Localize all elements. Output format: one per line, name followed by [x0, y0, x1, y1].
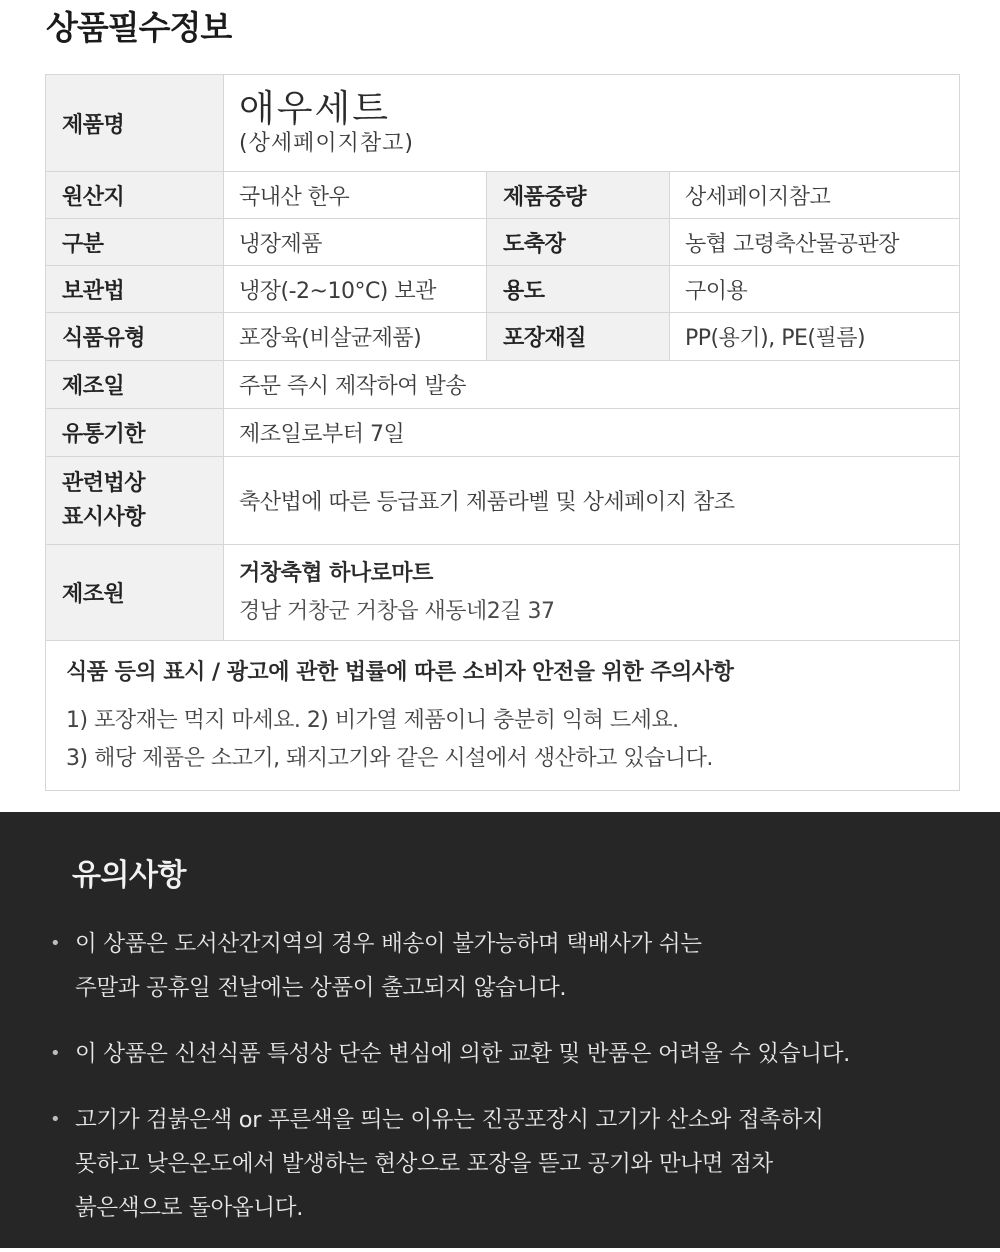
mfg-date-value: 주문 즉시 제작하여 발송	[224, 361, 960, 409]
expiry-label: 유통기한	[46, 409, 224, 457]
usage-label: 용도	[487, 266, 670, 313]
packaging-label: 포장재질	[487, 313, 670, 361]
caution-list	[50, 922, 950, 1252]
legal-label-line1: 관련법상	[62, 470, 146, 496]
mfg-date-label: 제조일	[46, 361, 224, 409]
notice-line-2: 3) 해당 제품은 소고기, 돼지고기와 같은 시설에서 생산하고 있습니다.	[66, 746, 713, 771]
page-title: 상품필수정보	[46, 8, 232, 47]
legal-value: 축산법에 따른 등급표기 제품라벨 및 상세페이지 참조	[224, 457, 960, 545]
weight-label: 제품중량	[487, 172, 670, 219]
product-info-table	[45, 74, 960, 791]
product-name: 애우세트	[239, 87, 390, 130]
legal-label-line2: 표시사항	[62, 504, 146, 530]
category-label: 구분	[46, 219, 224, 266]
maker-cell	[224, 545, 960, 641]
table-row	[46, 172, 960, 219]
bullet-icon: •	[50, 1109, 61, 1130]
maker-address: 경남 거창군 거창읍 새동네2길 37	[239, 598, 555, 624]
bullet-icon: •	[50, 1043, 61, 1064]
origin-label: 원산지	[46, 172, 224, 219]
food-type-label: 식품유형	[46, 313, 224, 361]
table-row	[46, 457, 960, 545]
table-row	[46, 361, 960, 409]
list-item	[50, 1098, 950, 1230]
legal-label	[46, 457, 224, 545]
table-row	[46, 75, 960, 172]
notice-line-1: 1) 포장재는 먹지 마세요. 2) 비가열 제품이니 충분히 익혀 드세요.	[66, 708, 679, 733]
caution-text: 이 상품은 신선식품 특성상 단순 변심에 의한 교환 및 반품은 어려울 수 있습니다.	[75, 1041, 850, 1067]
table-row	[46, 219, 960, 266]
maker-name: 거창축협 하나로마트	[239, 560, 433, 586]
expiry-value: 제조일로부터 7일	[224, 409, 960, 457]
notice-cell	[46, 641, 960, 791]
weight-value: 상세페이지참고	[670, 172, 960, 219]
maker-label: 제조원	[46, 545, 224, 641]
category-value: 냉장제품	[224, 219, 487, 266]
list-item	[50, 922, 950, 1010]
usage-value: 구이용	[670, 266, 960, 313]
food-type-value: 포장육(비살균제품)	[224, 313, 487, 361]
caution-title: 유의사항	[72, 858, 186, 893]
caution-text: 고기가 검붉은색 or 푸른색을 띄는 이유는 진공포장시 고기가 산소와 접촉하지 못하고 낮은온도에서 발생하는 현상으로 포장을 뜯고 공기와 만나면 점차 붉은색으로 돌아옵니다.	[75, 1107, 824, 1221]
storage-label: 보관법	[46, 266, 224, 313]
list-item	[50, 1032, 950, 1076]
caution-section	[0, 812, 1000, 1248]
table-row	[46, 545, 960, 641]
origin-value: 국내산 한우	[224, 172, 487, 219]
table-row	[46, 409, 960, 457]
storage-value: 냉장(-2~10°C) 보관	[224, 266, 487, 313]
bullet-icon: •	[50, 933, 61, 954]
table-row	[46, 266, 960, 313]
slaughterhouse-value: 농협 고령축산물공판장	[670, 219, 960, 266]
caution-text: 이 상품은 도서산간지역의 경우 배송이 불가능하며 택배사가 쉬는 주말과 공휴일 전날에는 상품이 출고되지 않습니다.	[75, 931, 702, 1001]
product-name-note: (상세페이지참고)	[239, 131, 414, 156]
product-name-label: 제품명	[46, 75, 224, 172]
product-name-cell	[224, 75, 960, 172]
table-row	[46, 313, 960, 361]
table-row	[46, 641, 960, 791]
slaughterhouse-label: 도축장	[487, 219, 670, 266]
packaging-value: PP(용기), PE(필름)	[670, 313, 960, 361]
notice-title: 식품 등의 표시 / 광고에 관한 법률에 따른 소비자 안전을 위한 주의사항	[66, 660, 734, 685]
